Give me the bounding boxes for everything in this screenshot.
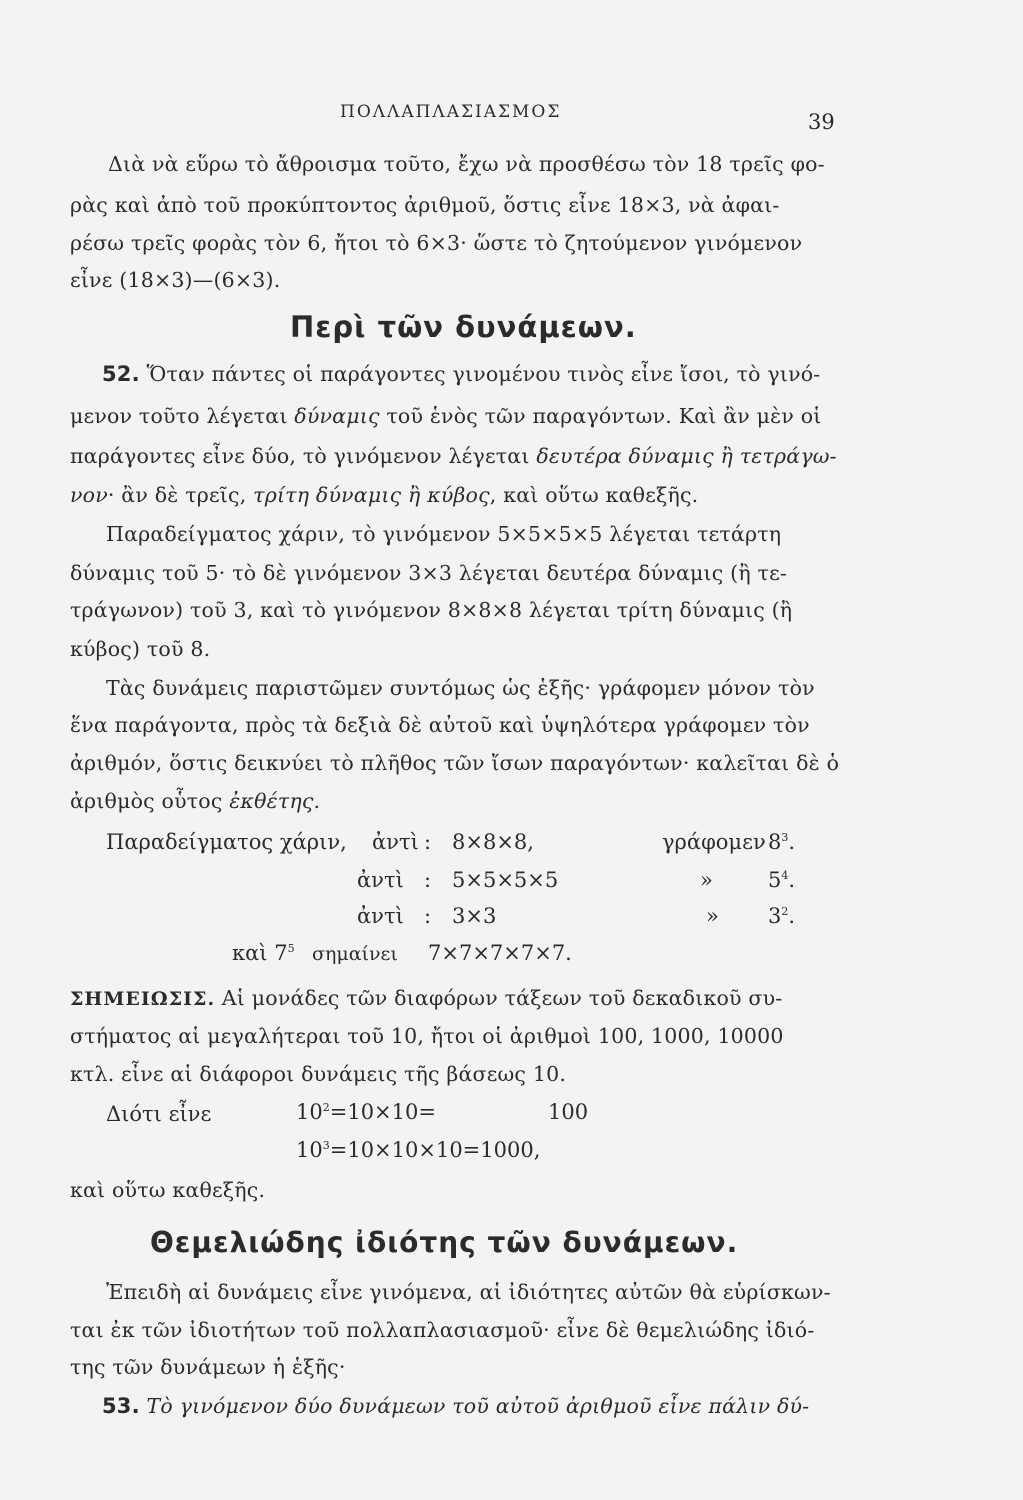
notation-text-4c: .	[313, 789, 321, 813]
intro-line-4: εἶνε (18×3)—(6×3).	[70, 268, 281, 292]
row-3-power	[768, 904, 795, 928]
example-line-4: κύβος) τοῦ 8.	[70, 637, 211, 661]
para-52-text-4b: · ἂν δὲ τρεῖς,	[107, 483, 254, 507]
row-3-expr: 3×3	[452, 904, 497, 928]
para-52-line-4	[70, 483, 698, 507]
eq1-rhs: =10×10=	[329, 1100, 436, 1124]
para-52-number: 52.	[102, 362, 140, 386]
equation-1-result: 100	[548, 1100, 589, 1124]
intro-line-2: ρὰς καὶ ἀπὸ τοῦ προκύπτοντος ἀριθμοῦ, ὅστις εἶνε 18×3, νὰ ἀφαι-	[70, 193, 780, 217]
row-1-anti: ἀντὶ	[372, 830, 419, 854]
row-1-write: γράφομεν	[662, 830, 766, 854]
row-3-write: »	[706, 904, 719, 928]
notation-line-2: ἕνα παράγοντα, πρὸς τὰ δεξιὰ δὲ αὐτοῦ καὶ ὑψηλότερα γράφομεν τὸν	[70, 713, 810, 737]
remarks-label: ΣΗΜΕΙΩΣΙΣ.	[70, 988, 216, 1010]
term-exponent: ἐκθέτης	[229, 789, 314, 813]
row-4-base: καὶ 7	[232, 941, 288, 965]
eq1-exp: 2	[322, 1101, 330, 1114]
row-2-exp: 4	[781, 869, 789, 882]
remarks-line-1	[70, 986, 782, 1010]
row-1-base: 8	[768, 830, 782, 854]
row-1-colon: :	[424, 830, 432, 854]
example-line-3: τράγωνον) τοῦ 3, καὶ τὸ γινόμενον 8×8×8 λέγεται τρίτη δύναμις (ἢ	[70, 598, 793, 622]
equation-2	[296, 1138, 540, 1162]
notation-line-4	[70, 789, 320, 813]
para-52-line-3	[70, 444, 837, 468]
para-52-line-2	[70, 404, 822, 428]
row-1-power	[768, 830, 795, 854]
row-4-means: σημαίνει	[312, 943, 398, 965]
para-52-text-2a: μενον τοῦτο λέγεται	[70, 404, 295, 428]
example-line-2: δύναμις τοῦ 5· τὸ δὲ γινόμενον 3×3 λέγεται δευτέρα δύναμις (ἢ τε-	[70, 561, 788, 585]
term-third-power: τρίτη δύναμις ἢ κύβος	[253, 483, 490, 507]
row-3-base: 3	[768, 904, 782, 928]
notation-line-3: ἀριθμόν, ὅστις δεικνύει τὸ πλῆθος τῶν ἴσων παραγόντων· καλεῖται δὲ ὁ	[70, 751, 840, 775]
closing-line-1: Ἐπειδὴ αἱ δυνάμεις εἶνε γινόμενα, αἱ ἰδιότητες αὐτῶν θὰ εὑρίσκων-	[106, 1280, 831, 1304]
para-53-number: 53.	[102, 1394, 140, 1418]
term-dynamis: δύναμις	[294, 404, 380, 428]
para-52-line-1	[102, 362, 820, 386]
section-heading-powers: Περὶ τῶν δυνάμεων.	[290, 310, 637, 344]
para-52-text-3a: παράγοντες εἶνε δύο, τὸ γινόμενον λέγεται	[70, 444, 537, 468]
row-2-write: »	[700, 868, 713, 892]
page-number: 39	[808, 110, 835, 134]
row-3-end: .	[788, 904, 796, 928]
row-1-expr: 8×8×8,	[452, 830, 534, 854]
closing-line-2: ται ἐκ τῶν ἰδιοτήτων τοῦ πολλαπλασιασμοῦ· εἶνε δὲ θεμελιώδης ἰδιό-	[70, 1318, 815, 1342]
row-3-anti: ἀντὶ	[357, 904, 404, 928]
row-1-end: .	[788, 830, 796, 854]
row-4-kai	[232, 941, 295, 965]
row-2-colon: :	[424, 868, 432, 892]
remarks-line-3: κτλ. εἶνε αἱ διάφοροι δυνάμεις τῆς βάσεως 10.	[70, 1062, 567, 1086]
running-header: ΠΟΛΛΑΠΛΑΣΙΑΣΜΟΣ	[340, 102, 562, 122]
row-1-exp: 3	[781, 831, 789, 844]
term-second-power: δευτέρα δύναμις ἢ τετράγω-	[536, 444, 837, 468]
row-3-colon: :	[424, 904, 432, 928]
example-line-1: Παραδείγματος χάριν, τὸ γινόμενον 5×5×5×5 λέγεται τετάρτη	[106, 522, 782, 546]
eq2-exp: 3	[322, 1139, 330, 1152]
para-52-text-4d: , καὶ οὕτω καθεξῆς.	[489, 483, 699, 507]
notation-text-4a: ἀριθμὸς οὗτος	[70, 789, 230, 813]
row-4-expr: 7×7×7×7×7.	[428, 941, 572, 965]
para-52-text-1: Ὅταν πάντες οἱ παράγοντες γινομένου τινὸς εἶνε ἴσοι, τὸ γινό-	[146, 362, 821, 386]
eq2-base: 10	[296, 1138, 323, 1162]
closing-line-3: της τῶν δυνάμεων ἡ ἑξῆς·	[70, 1355, 346, 1379]
row-2-expr: 5×5×5×5	[452, 868, 559, 892]
row-4-exp: 5	[287, 942, 295, 955]
row-2-base: 5	[768, 868, 782, 892]
remarks-text-1: Αἱ μονάδες τῶν διαφόρων τάξεων τοῦ δεκαδικοῦ συ-	[221, 986, 783, 1010]
para-53-line	[102, 1394, 809, 1418]
row-2-end: .	[788, 868, 796, 892]
kai-outo: καὶ οὕτω καθεξῆς.	[70, 1178, 266, 1202]
dioti-label: Διότι εἶνε	[106, 1102, 212, 1126]
section-heading-property: Θεμελιώδης ἰδιότης τῶν δυνάμεων.	[150, 1226, 739, 1259]
para-53-text: Τὸ γινόμενον δύο δυνάμεων τοῦ αὐτοῦ ἀριθμοῦ εἶνε πάλιν δύ-	[146, 1394, 810, 1418]
term-square-end: νον	[70, 483, 108, 507]
row-3-exp: 2	[781, 905, 789, 918]
intro-line-3: ρέσω τρεῖς φορὰς τὸν 6, ἤτοι τὸ 6×3· ὥστε τὸ ζητούμενον γινόμενον	[70, 231, 803, 255]
equation-1	[296, 1100, 436, 1124]
intro-line-1: Διὰ νὰ εὕρω τὸ ἄθροισμα τοῦτο, ἔχω νὰ προσθέσω τὸν 18 τρεῖς φο-	[108, 152, 825, 176]
examples-lead: Παραδείγματος χάριν,	[106, 830, 347, 854]
notation-line-1: Τὰς δυνάμεις παριστῶμεν συντόμως ὡς ἑξῆς· γράφομεν μόνον τὸν	[106, 676, 815, 700]
row-2-anti: ἀντὶ	[357, 868, 404, 892]
row-2-power	[768, 868, 795, 892]
para-52-text-2c: τοῦ ἑνὸς τῶν παραγόντων. Καὶ ἂν μὲν οἱ	[379, 404, 822, 428]
remarks-line-2: στήματος αἱ μεγαλήτεραι τοῦ 10, ἤτοι οἱ ἀριθμοὶ 100, 1000, 10000	[70, 1024, 784, 1048]
eq2-rhs: =10×10×10=1000,	[329, 1138, 541, 1162]
eq1-base: 10	[296, 1100, 323, 1124]
